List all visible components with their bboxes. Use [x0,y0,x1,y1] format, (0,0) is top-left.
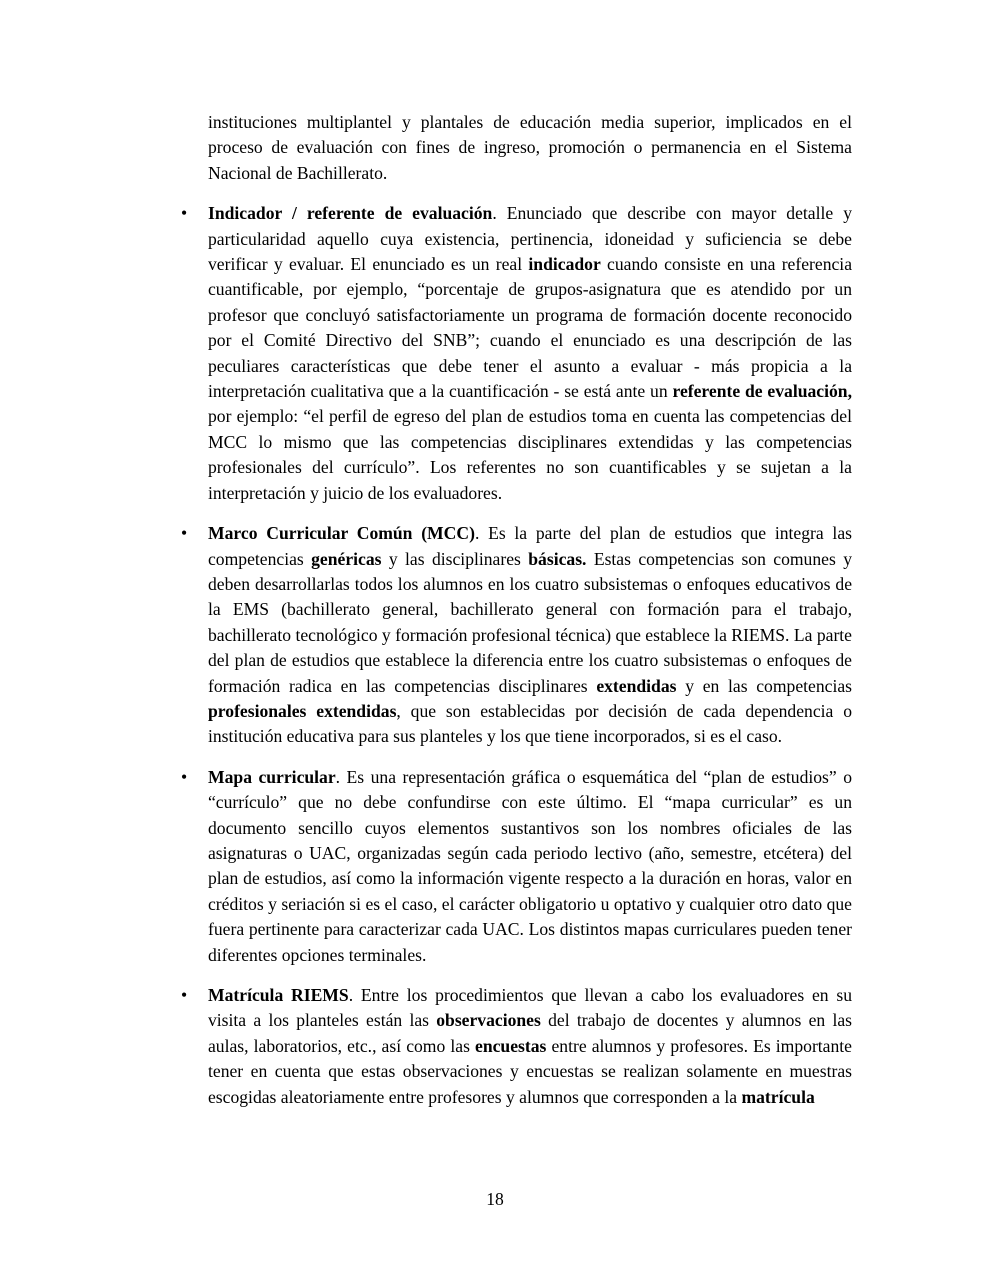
bold-term: observaciones [436,1010,541,1031]
bold-term: básicas. [528,548,587,569]
bold-term: extendidas [596,675,677,696]
bold-term: indicador [528,254,601,275]
bold-term: encuestas [475,1035,547,1056]
bullet-icon: • [181,203,188,224]
bold-term: profesionales extendidas [208,700,397,721]
bold-term: Mapa curricular [208,766,336,787]
bullet-icon: • [181,523,188,544]
bold-term: referente de evaluación, [672,381,852,402]
definition-text: Indicador / referente de evaluación. Enunciado que describe con mayor detalle y particularidad aquello cuya existencia, pertinencia, idoneidad y suficiencia se debe verificar y evaluar. El enunciado es un real indicador cuando consiste en una referencia cuantificable, por ejemplo, “porcentaje de grupos-asignatura que es atendido por un profesor que concluyó satisfactoriamente un programa de formación docente reconocido por el Comité Directivo del SNB”; cuando el enunciado es una descripción de las peculiares características que debe tener el asunto a evaluar - más propicia a la interpretación cualitativa que a la cuantificación - se está ante un referente de evaluación, por ejemplo: “el perfil de egreso del plan de estudios toma en cuenta las competencias del MCC lo mismo que las competencias disciplinares extendidas y las competencias profesionales del currículo”. Los referentes no son cuantificables y se sujetan a la interpretación y juicio de los evaluadores. [208,203,853,503]
definition-list [181,201,852,1110]
definition-text: Mapa curricular. Es una representación gráfica o esquemática del “plan de estudios” o “currículo” que no debe confundirse con este último. El “mapa curricular” es un documento sencillo cuyos elementos sustantivos son los nombres oficiales de las asignaturas o UAC, organizadas según cada periodo lectivo (año, semestre, etcétera) del plan de estudios, así como la información vigente respecto a la duración en horas, valor en créditos y seriación si es el caso, el carácter obligatorio u optativo y cualquier otro dato que fuera pertinente para caracterizar cada UAC. Los distintos mapas curriculares pueden tener diferentes opciones terminales. [208,766,852,965]
definition-text: Marco Curricular Común (MCC). Es la parte del plan de estudios que integra las competencias genéricas y las disciplinares básicas. Estas competencias son comunes y deben desarrollarlas todos los alumnos en los cuatro subsistemas o enfoques educativos de la EMS (bachillerato general, bachillerato general con formación para el trabajo, bachillerato tecnológico y formación profesional técnica) que establece la RIEMS. La parte del plan de estudios que establece la diferencia entre los cuatro subsistemas o enfoques de formación radica en las competencias disciplinares extendidas y en las competencias profesionales extendidas, que son establecidas por decisión de cada dependencia o institución educativa para sus planteles y los que tiene incorporados, si es el caso. [208,523,852,747]
bold-term: Indicador / referente de evaluación [208,203,493,224]
list-item [181,201,853,506]
bold-term: matrícula [741,1086,815,1107]
bold-term: genéricas [311,548,382,569]
page-body [181,110,852,1110]
definition-text: Matrícula RIEMS. Entre los procedimientos que llevan a cabo los evaluadores en su visita a los planteles están las observaciones del trabajo de docentes y alumnos en las aulas, laboratorios, etc., así como las encuestas entre alumnos y profesores. Es importante tener en cuenta que estas observaciones y encuestas se realizan solamente en muestras escogidas aleatoriamente entre profesores y alumnos que corresponden a la matrícula [208,985,852,1107]
bullet-icon: • [181,985,188,1005]
bullet-icon: • [181,766,188,787]
list-item [181,521,852,750]
page-number: 18 [486,1189,504,1209]
continuation-paragraph: instituciones multiplantel y plantales de educación media superior, implicados en el proceso de evaluación con fines de ingreso, promoción o permanencia en el Sistema Nacional de Bachillerato. [208,112,852,183]
list-item [181,983,852,1110]
bold-term: Matrícula RIEMS [208,985,349,1005]
bold-term: Marco Curricular Común (MCC) [208,523,475,544]
list-item [181,765,852,968]
